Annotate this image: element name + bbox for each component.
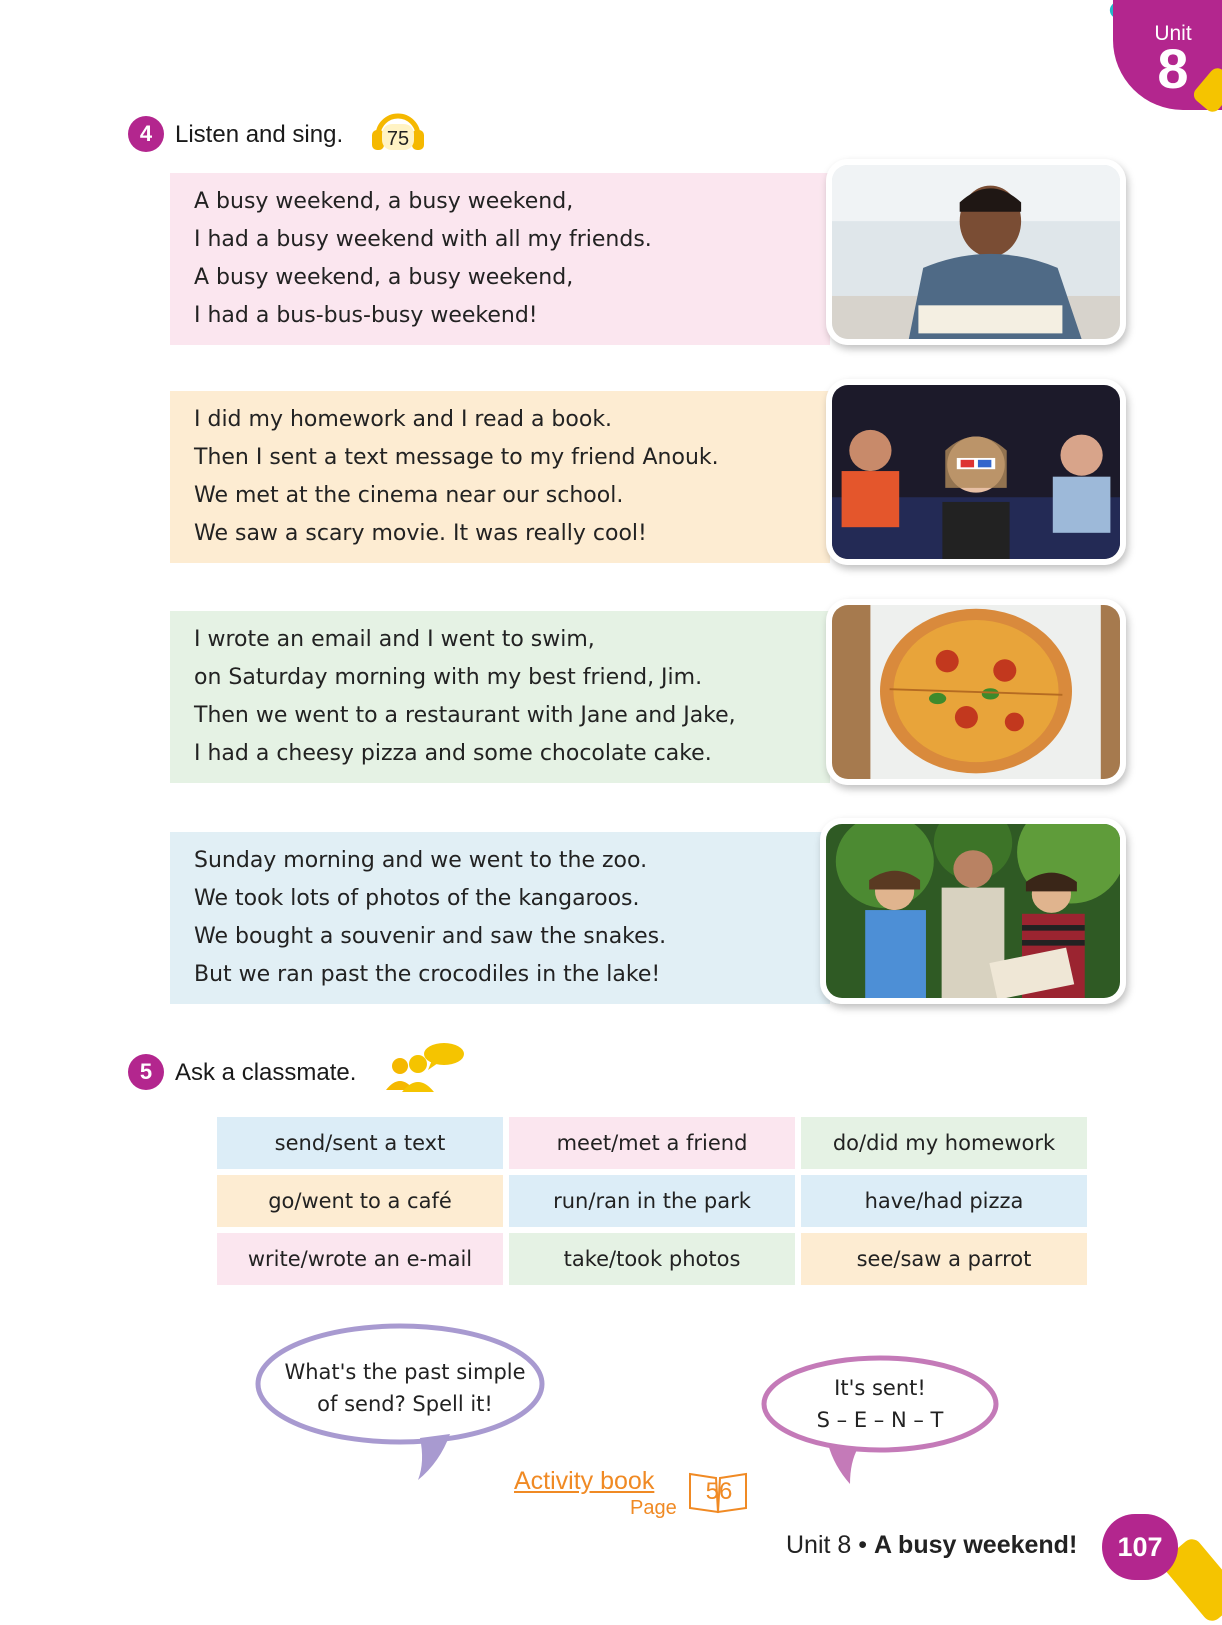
- pizza-photo: [826, 599, 1126, 785]
- bubble-line: of send? Spell it!: [317, 1392, 493, 1416]
- song-stanza: [170, 173, 830, 345]
- activity-book-page-number: 56: [705, 1478, 733, 1505]
- footer-bullet: •: [858, 1531, 868, 1559]
- bubble-line: S – E – N – T: [816, 1408, 944, 1432]
- lyric-line: I had a cheesy pizza and some chocolate cake.: [194, 741, 712, 766]
- activity-book-link[interactable]: Activity book: [514, 1467, 655, 1495]
- lyric-line: We met at the cinema near our school.: [194, 483, 624, 508]
- activity-book-page-label: Page: [630, 1497, 677, 1519]
- phrase-cell: see/saw a parrot: [801, 1233, 1087, 1285]
- song-stanza: [170, 611, 830, 783]
- lyric-line: A busy weekend, a busy weekend,: [194, 189, 574, 214]
- unit-label: Unit: [1154, 22, 1192, 45]
- phrase-cell: take/took photos: [509, 1233, 795, 1285]
- lyric-line: A busy weekend, a busy weekend,: [194, 265, 574, 290]
- footer-unit-title: [786, 1531, 1077, 1560]
- headphones-audio-icon[interactable]: [368, 106, 428, 152]
- lyric-line: on Saturday morning with my best friend, Jim.: [194, 665, 703, 690]
- phrase-cell: do/did my homework: [801, 1117, 1087, 1169]
- lyric-line: We saw a scary movie. It was really cool!: [194, 521, 647, 546]
- footer-unit: Unit 8: [786, 1531, 852, 1559]
- lyric-line: I did my homework and I read a book.: [194, 407, 613, 432]
- phrase-cell: send/sent a text: [217, 1117, 503, 1169]
- lyric-line: We bought a souvenir and saw the snakes.: [194, 924, 667, 949]
- exercise-title: Listen and sing.: [175, 121, 344, 148]
- lyric-line: We took lots of photos of the kangaroos.: [194, 886, 640, 911]
- lyric-line: I wrote an email and I went to swim,: [194, 627, 595, 652]
- audio-track-number: 75: [386, 128, 410, 150]
- footer-title: A busy weekend!: [873, 1531, 1078, 1559]
- phrase-cell: run/ran in the park: [509, 1175, 795, 1227]
- boy-reading-photo: [826, 159, 1126, 345]
- page-number: 107: [1102, 1514, 1178, 1580]
- bubble-line: It's sent!: [834, 1376, 926, 1400]
- lyric-line: I had a bus-bus-busy weekend!: [194, 303, 538, 328]
- lyric-line: I had a busy weekend with all my friends.: [194, 227, 652, 252]
- phrase-cell: write/wrote an e-mail: [217, 1233, 503, 1285]
- unit-number: 8: [1157, 37, 1189, 100]
- exercise-title: Ask a classmate.: [175, 1059, 357, 1086]
- song-stanza: [170, 832, 830, 1004]
- lyric-line: But we ran past the crocodiles in the lake!: [194, 962, 661, 987]
- phrase-cell: go/went to a café: [217, 1175, 503, 1227]
- exercise-number: 4: [128, 116, 164, 152]
- exercise-number: 5: [128, 1054, 164, 1090]
- lyric-line: Then we went to a restaurant with Jane and Jake,: [194, 703, 736, 728]
- lyric-line: Then I sent a text message to my friend Anouk.: [194, 445, 719, 470]
- cinema-3d-glasses-photo: [826, 379, 1126, 565]
- song-stanza: [170, 391, 830, 563]
- lyric-line: Sunday morning and we went to the zoo.: [194, 848, 648, 873]
- zoo-visit-photo: [820, 818, 1126, 1004]
- bubble-line: What's the past simple: [284, 1360, 526, 1384]
- phrase-cell: have/had pizza: [801, 1175, 1087, 1227]
- phrase-cell: meet/met a friend: [509, 1117, 795, 1169]
- pair-talk-icon: [382, 1040, 466, 1092]
